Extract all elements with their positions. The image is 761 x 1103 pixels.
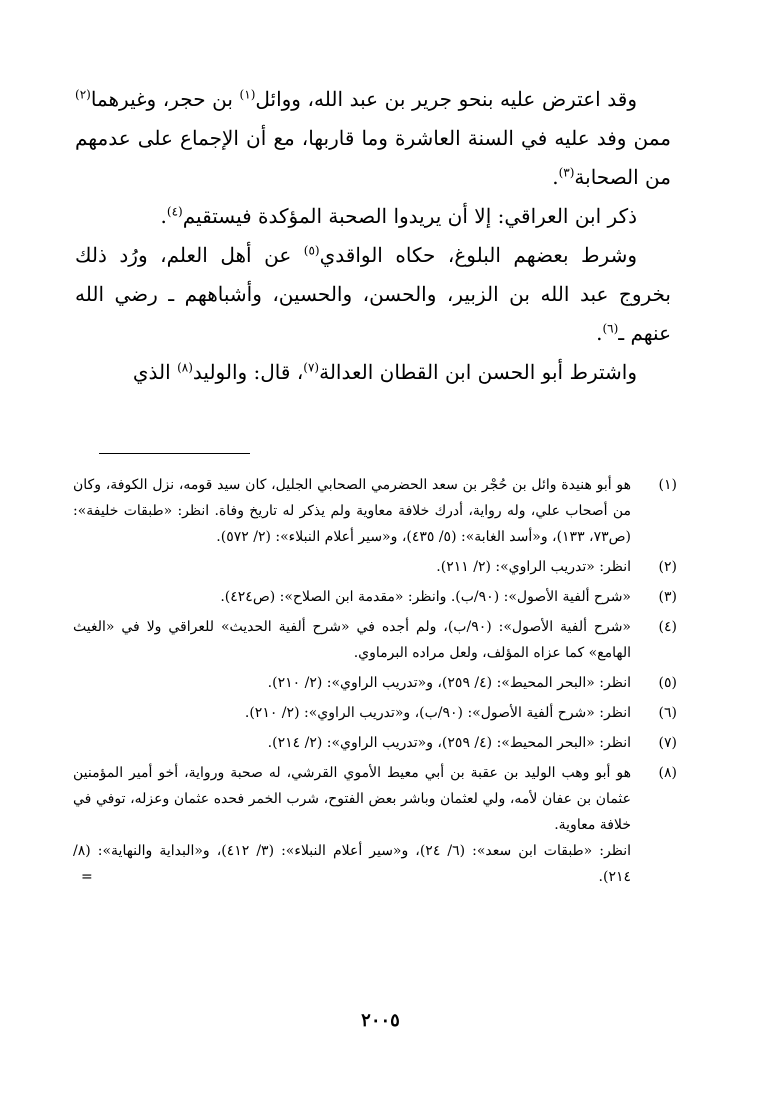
paragraph-4 [75,353,671,392]
text-run: ذكر ابن العراقي: إلا أن يريدوا الصحبة المؤكدة فيستقيم [182,204,637,228]
footnote-number: (٣) [658,589,677,605]
footnote-ref[interactable]: (١) [239,87,256,102]
footnote-ref[interactable]: (٥) [303,243,320,258]
text-run: ، قال: والوليد [192,360,304,384]
paragraph-1 [75,80,671,197]
footnote-sources: انظر: «طبقات ابن سعد»: (٦/ ٢٤)، و«سير أعلام النبلاء»: (٣/ ٤١٢)، و«البداية والنهاية»: (٨/ ٢١٤). [73,843,632,885]
paragraph-2 [75,197,671,236]
footnote-8 [73,760,677,890]
footnote-4 [73,614,677,666]
footnote-text: انظر: «تدريب الراوي»: (٢/ ٢١١). [436,559,631,575]
footnote-number: (١) [658,477,677,493]
footnote-text: هو أبو وهب الوليد بن عقبة بن أبي معيط الأموي القرشي، له صحبة ورواية، أخو أمير المؤمنين عثمان بن عفان لأمه، ولي لعثمان وباشر بعض الفتوح، شرب الخمر فحده عثمان وعزله، توفي في خلافة معاوية. [73,765,631,833]
footnote-number: (٧) [658,735,677,751]
text-run: وشرط بعضهم البلوغ، حكاه الواقدي [319,243,637,267]
footnote-number: (٨) [658,765,677,781]
footnote-number: (٢) [658,559,677,575]
footnote-text: هو أبو هنيدة وائل بن حُجْر بن سعد الحضرمي الصحابي الجليل، كان سيد قومه، نزل الكوفة، وكان من أصحاب علي، وله رواية، أدرك خلافة معاوية ولم يذكر له تاريخ وفاة. انظر: «طبقات خليفة»: (ص٧٣، ١٣٣)، و«أسد الغابة»: (٥/ ٤٣٥)، و«سير أعلام النبلاء»: (٢/ ٥٧٢). [73,477,631,545]
footnote-5 [73,670,677,696]
footnote-number: (٦) [658,705,677,721]
footnote-ref[interactable]: (٢) [75,87,91,102]
main-text [75,80,671,392]
footnote-text: انظر: «شرح ألفية الأصول»: (٩٠/ب)، و«تدريب الراوي»: (٢/ ٢١٠). [244,705,631,721]
footnote-2 [73,554,677,580]
text-run: . [552,165,559,189]
footnote-1 [73,472,677,550]
paragraph-3 [75,236,671,353]
text-run: واشترط أبو الحسن ابن القطان العدالة [319,360,637,384]
footnote-text: «شرح ألفية الأصول»: (٩٠/ب)، ولم أجده في «شرح ألفية الحديث» للعراقي ولا في «الغيث الهامع» كما عزاه المؤلف، ولعل مراده البرماوي. [73,619,631,661]
footnote-text: انظر: «البحر المحيط»: (٤/ ٢٥٩)، و«تدريب الراوي»: (٢/ ٢١٠). [267,675,631,691]
footnotes-section [73,472,677,894]
footnote-ref[interactable]: (٦) [602,321,619,336]
footnote-ref[interactable]: (٨) [177,360,193,375]
footnote-6 [73,700,677,726]
footnote-number: (٥) [658,675,677,691]
text-run: . [596,321,603,345]
footnote-ref[interactable]: (٣) [558,165,575,180]
page-number: ٢٠٠٥ [361,1010,400,1031]
text-run: الذي [132,360,178,384]
footnote-number: (٤) [658,619,677,635]
text-run: بن حجر، وغيرهما [90,87,240,111]
footnote-text: «شرح ألفية الأصول»: (٩٠/ب). وانظر: «مقدمة ابن الصلاح»: (ص٤٢٤). [220,589,631,605]
text-run: ممن وفد عليه في السنة العاشرة وما قاربها، مع أن الإجماع على عدمهم من الصحابة [75,126,671,189]
text-run: . [160,204,167,228]
footnote-7 [73,730,677,756]
footnote-ref[interactable]: (٧) [303,360,320,375]
text-run: وقد اعترض عليه بنحو جرير بن عبد الله، ووائل [255,87,637,111]
footnote-separator [99,453,250,454]
footnote-3 [73,584,677,610]
continuation-mark: = [81,869,93,885]
footnote-text: انظر: «البحر المحيط»: (٤/ ٢٥٩)، و«تدريب الراوي»: (٢/ ٢١٤). [267,735,631,751]
text-run: عن أهل العلم، ورُد ذلك بخروج عبد الله بن الزبير، والحسن، والحسين، وأشباههم ـ رضي الله عنهم ـ [75,243,671,345]
footnote-ref[interactable]: (٤) [166,204,183,219]
